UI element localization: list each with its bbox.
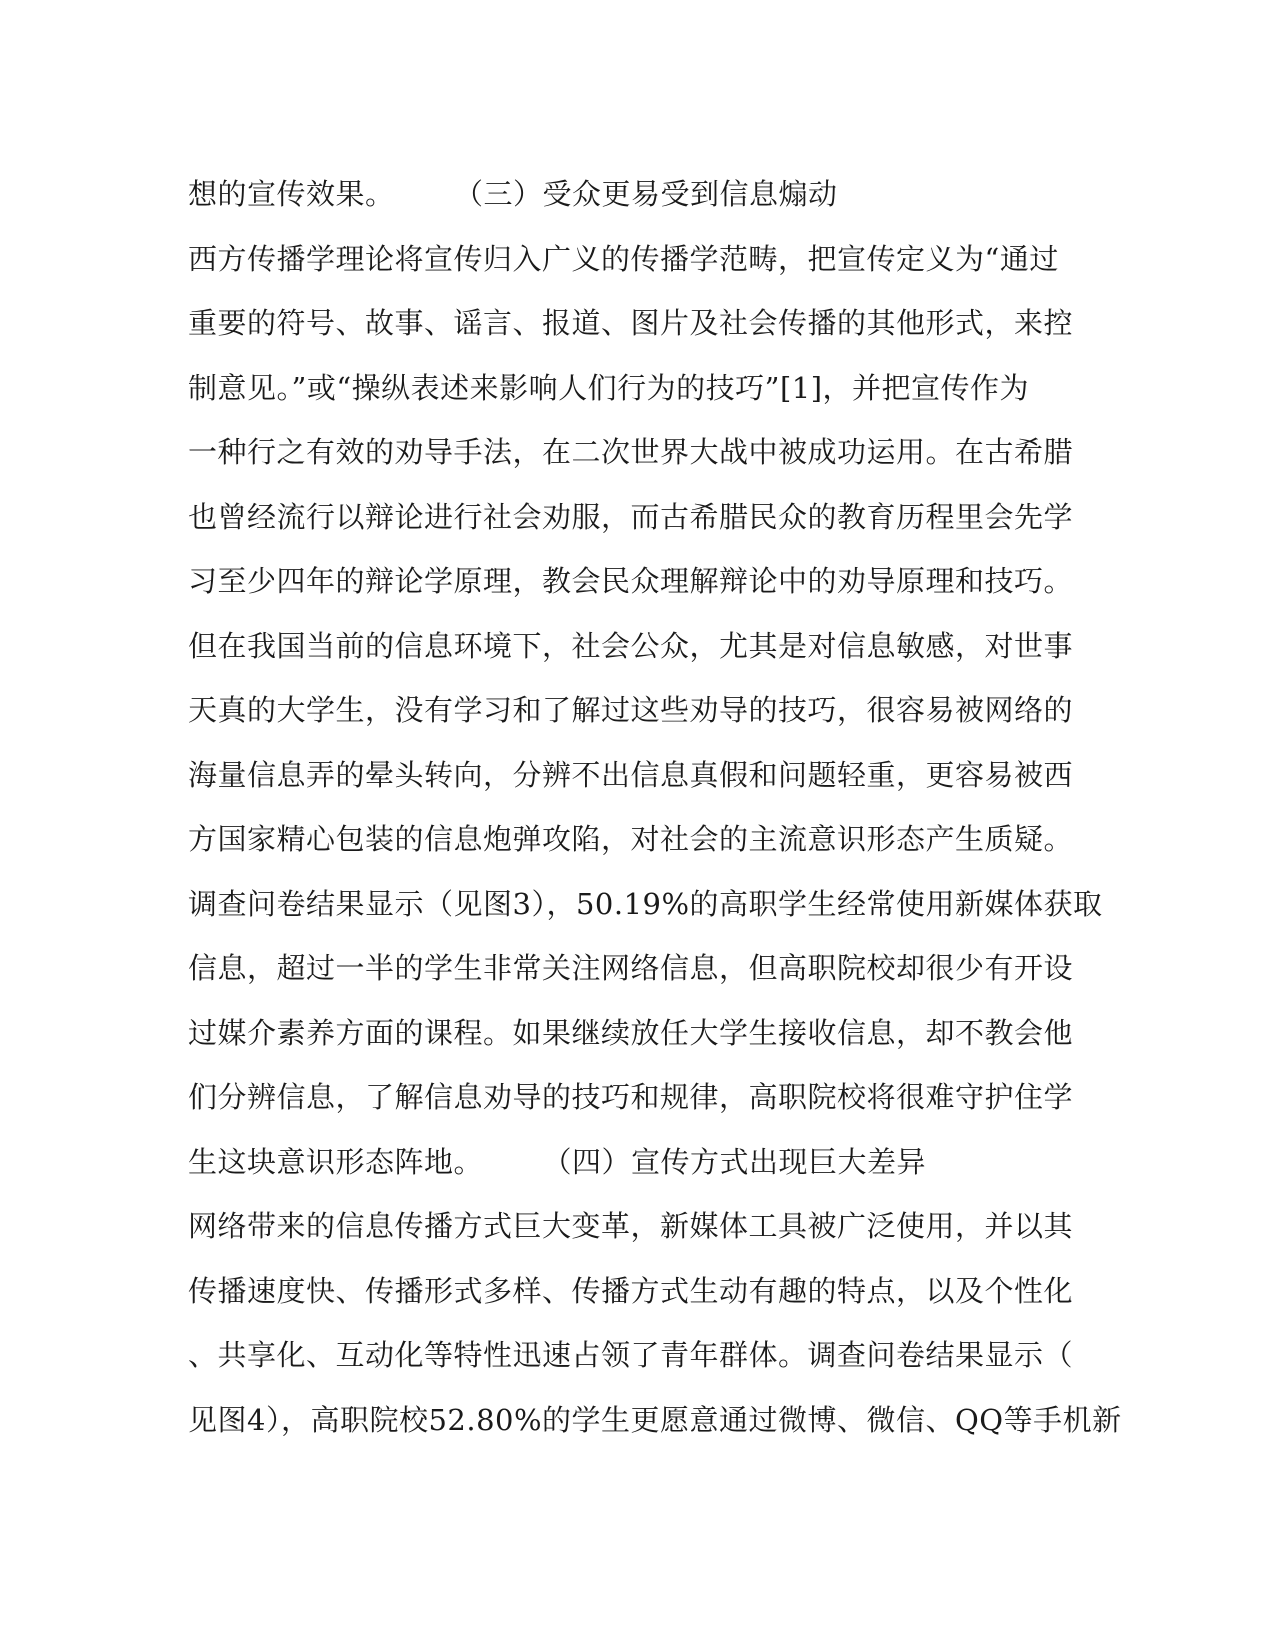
text-line: 见图4），高职院校52.80%的学生更愿意通过微博、微信、QQ等手机新	[188, 1402, 1122, 1437]
text-line: 制意见。”或“操纵表述来影响人们行为的技巧”[1]，并把宣传作为	[188, 370, 1030, 405]
text-line: 网络带来的信息传播方式巨大变革，新媒体工具被广泛使用，并以其	[188, 1209, 1074, 1243]
text-line: 习至少四年的辩论学原理，教会民众理解辩论中的劝导原理和技巧。	[188, 564, 1074, 598]
text-line: 生这块意识形态阵地。 （四）宣传方式出现巨大差异	[188, 1144, 927, 1179]
text-line: 西方传播学理论将宣传归入广义的传播学范畴，把宣传定义为“通过	[188, 241, 1059, 276]
text-line: 、共享化、互动化等特性迅速占领了青年群体。调查问卷结果显示（	[188, 1338, 1074, 1372]
body-text	[188, 162, 1122, 1452]
text-line: 方国家精心包装的信息炮弹攻陷，对社会的主流意识形态产生质疑。	[188, 822, 1074, 856]
text-line: 一种行之有效的劝导手法，在二次世界大战中被成功运用。在古希腊	[188, 435, 1074, 469]
text-line: 天真的大学生，没有学习和了解过这些劝导的技巧，很容易被网络的	[188, 693, 1074, 727]
text-line: 但在我国当前的信息环境下，社会公众，尤其是对信息敏感，对世事	[188, 628, 1074, 663]
text-line: 过媒介素养方面的课程。如果继续放任大学生接收信息，却不教会他	[188, 1015, 1074, 1050]
text-line: 想的宣传效果。 （三）受众更易受到信息煽动	[188, 177, 838, 211]
text-line: 们分辨信息，了解信息劝导的技巧和规律，高职院校将很难守护住学	[188, 1080, 1074, 1114]
text-line: 信息，超过一半的学生非常关注网络信息，但高职院校却很少有开设	[188, 951, 1074, 985]
text-line: 海量信息弄的晕头转向，分辨不出信息真假和问题轻重，更容易被西	[188, 757, 1074, 792]
text-line: 调查问卷结果显示（见图3），50.19%的高职学生经常使用新媒体获取	[188, 886, 1103, 921]
text-line: 重要的符号、故事、谣言、报道、图片及社会传播的其他形式，来控	[188, 306, 1074, 340]
text-line: 传播速度快、传播形式多样、传播方式生动有趣的特点，以及个性化	[188, 1273, 1074, 1308]
text-line: 也曾经流行以辩论进行社会劝服，而古希腊民众的教育历程里会先学	[188, 499, 1074, 534]
